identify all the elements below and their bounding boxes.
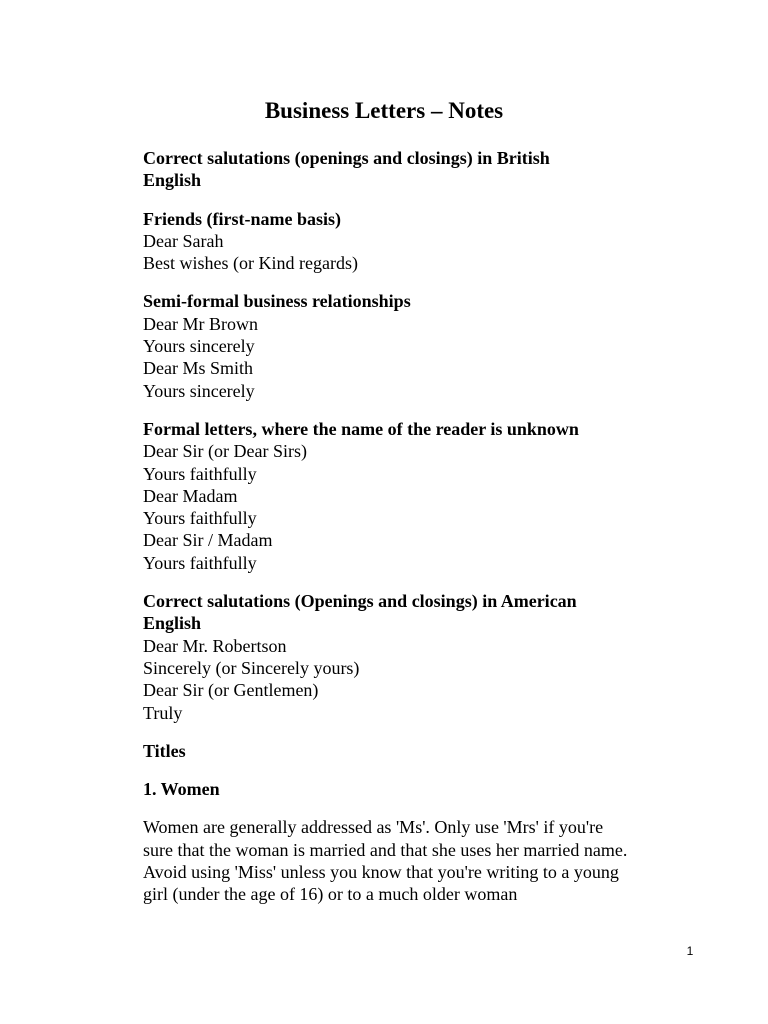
salutation-line: Dear Ms Smith	[143, 358, 253, 379]
section-heading: Correct salutations (Openings and closings) in American	[143, 591, 577, 612]
salutation-line: Best wishes (or Kind regards)	[143, 253, 358, 274]
salutation-line: Dear Madam	[143, 485, 238, 506]
salutation-line: Sincerely (or Sincerely yours)	[143, 657, 360, 678]
salutation-line: Dear Sarah	[143, 230, 224, 251]
section-heading: English	[143, 613, 202, 634]
salutation-line: Yours faithfully	[143, 463, 257, 484]
salutation-line: Dear Sir / Madam	[143, 530, 273, 551]
section-heading: Friends (first-name basis)	[143, 208, 341, 229]
salutation-line: Dear Sir (or Gentlemen)	[143, 680, 319, 701]
section-titles	[143, 740, 643, 762]
salutation-line: Dear Sir (or Dear Sirs)	[143, 441, 307, 462]
body-paragraph: Women are generally addressed as 'Ms'. Only use 'Mrs' if you're sure that the woman is married and that she uses her married name. Avoid using 'Miss' unless you know that you're writing to a young girl (under the age of 16) or to a much older woman	[143, 817, 628, 905]
section-heading: Formal letters, where the name of the reader is unknown	[143, 418, 579, 439]
section-heading: Titles	[143, 740, 186, 761]
section-semi-formal	[143, 290, 643, 401]
salutation-line: Yours sincerely	[143, 336, 255, 357]
section-british-salutations	[143, 147, 643, 192]
salutation-line: Yours faithfully	[143, 508, 257, 529]
salutation-line: Truly	[143, 702, 183, 723]
salutation-line: Dear Mr Brown	[143, 313, 258, 334]
section-american-salutations	[143, 590, 643, 724]
document-title: Business Letters – Notes	[264, 98, 504, 123]
page-number: 1	[686, 944, 694, 958]
section-women	[143, 778, 643, 800]
section-heading: English	[143, 170, 202, 191]
women-paragraph-block	[143, 816, 643, 905]
salutation-line: Dear Mr. Robertson	[143, 635, 287, 656]
document-body	[143, 147, 643, 922]
salutation-line: Yours faithfully	[143, 552, 257, 573]
section-heading: Semi-formal business relationships	[143, 291, 411, 312]
section-heading: Correct salutations (openings and closings) in British	[143, 148, 550, 168]
section-formal-unknown-reader	[143, 418, 643, 574]
section-heading: 1. Women	[143, 779, 220, 800]
section-friends	[143, 208, 643, 275]
salutation-line: Yours sincerely	[143, 380, 255, 401]
